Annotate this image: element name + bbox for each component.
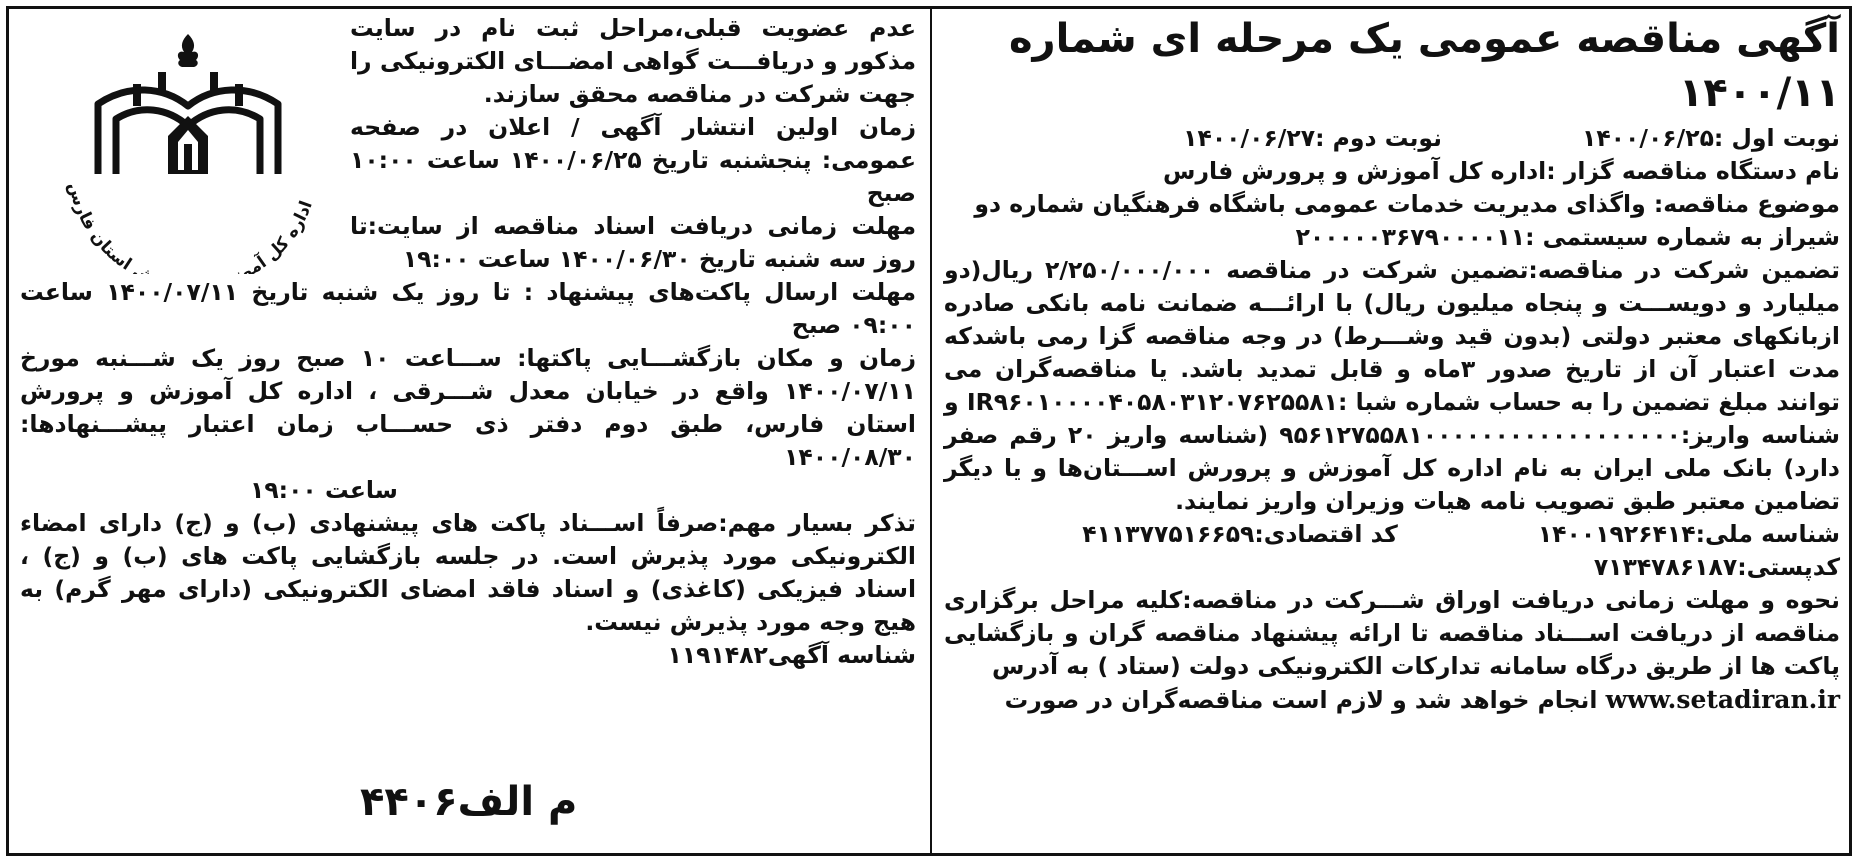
important-note: تذکر بسیار مهم:صرفاً اســـناد پاکت های پیشنهادی (ب) و (ج) دارای امضاء الکترونیکی مورد پذیرش است. در جلسه بازگشایی پاکت های (ب) و (ج) ، اسناد فیزیکی (کاغذی) و اسناد فاقد امضای الکترونیکی (دارای مهر گرم) به هیج وجه مورد پذیرش نیست. xyxy=(20,509,916,636)
submit-deadline: مهلت ارسال پاکت‌های پیشنهاد : تا روز یک شنبه تاریخ ۱۴۰۰/۰۷/۱۱ ساعت ۰۹:۰۰ صبح xyxy=(20,278,916,339)
economic-code: کد اقتصادی:۴۱۱۳۷۷۵۱۶۶۵۹ xyxy=(1082,520,1398,548)
guarantee-paragraph: تضمین شرکت در مناقصه:تضمین شرکت در مناقصه ۲/۲۵۰/۰۰۰/۰۰۰ ریال(دو میلیارد و دویســـت و پنجاه میلیون ریال) با ارائـــه ضمانت نامه بانکی صادره ازبانکهای معتبر دولتی (بدون قید وشـــرط) در وجه مناقصه گزا رمی باشدکه مدت اعتبار آن از تاریخ صدور ۳ماه و قابل تمدید باشد. یا مناقصه‌گران می توانند مبلغ تضمین را به حساب شماره شبا :IR۹۶۰۱۰۰۰۰۴۰۵۸۰۳۱۲۰۷۶۲۵۵۸۱ و شناسه واریز:۹۵۶۱۲۷۵۵۸۱۰۰۰۰۰۰۰۰۰۰۰۰۰۰۰۰۰۰ (شناسه واریز ۲۰ رقم صفر دارد) بانک ملی ایران به نام اداره کل آموزش و پرورش اســـتان‌ها و یا دیگر تضامین معتبر طبق تصویب نامه هیات وزیران واریز نمایند. xyxy=(944,256,1840,515)
website-line xyxy=(944,683,1840,717)
organizer: نام دستگاه مناقصه گزار :اداره کل آموزش و پرورش فارس xyxy=(1163,157,1840,185)
national-id: شناسه ملی:۱۴۰۰۱۹۲۶۴۱۴ xyxy=(1537,520,1840,548)
opening-time: ساعت ۱۹:۰۰ xyxy=(250,476,398,504)
column-divider xyxy=(930,6,932,856)
logo-arc-text: اداره کل آمو استان فارس xyxy=(63,180,317,274)
second-round: نوبت دوم :۱۴۰۰/۰۶/۲۷ xyxy=(1183,124,1442,152)
membership-paragraph: عدم عضویت قبلی،مراحل ثبت نام در سایت مذکور و دریافـــت گواهی امضـــای الکترونیکی را جهت شرکت در مناقصه محقق سازند. xyxy=(350,14,916,108)
right-column xyxy=(944,12,1840,717)
procedure-text: نحوه و مهلت زمانی دریافت اوراق شـــرکت در مناقصه:کلیه مراحل برگزاری مناقصه از دریافت اســـناد مناقصه تا ارائه پیشنهاد مناقصه گران و بازگشایی پاکت ها از طریق درگاه سامانه تدارکات الکترونیکی دولت (ستاد ) به آدرس xyxy=(944,586,1840,680)
logo-emblem-icon xyxy=(38,24,338,274)
publish-time: زمان اولین انتشار آگهی / اعلان در صفحه عمومی: پنجشنبه تاریخ ۱۴۰۰/۰۶/۲۵ ساعت ۱۰:۰۰ صبح xyxy=(350,113,916,207)
subject-line-1: موضوع مناقصه: واگذای مدیریت خدمات عمومی باشگاه فرهنگیان شماره دو xyxy=(974,190,1840,218)
download-deadline: مهلت زمانی دریافت اسناد مناقصه از سایت:تا روز سه شنبه تاریخ ۱۴۰۰/۰۶/۳۰ ساعت ۱۹:۰۰ xyxy=(350,212,916,273)
first-round: نوبت اول :۱۴۰۰/۰۶/۲۵ xyxy=(1582,124,1840,152)
notice-title: آگهی مناقصه عمومی یک مرحله ای شماره ۱۴۰۰/۱۱ xyxy=(1008,16,1840,116)
ids-row xyxy=(944,518,1840,551)
procedure-paragraph xyxy=(944,584,1840,683)
ad-code: م الف۴۴۰۶ xyxy=(360,779,578,825)
subject-line-2: شیراز به شماره سیستمی :۲۰۰۰۰۰۳۶۷۹۰۰۰۰۱۱ xyxy=(1295,223,1840,251)
education-ministry-logo xyxy=(38,24,338,274)
postal-code: کدپستی:۷۱۳۴۷۸۶۱۸۷ xyxy=(1593,553,1840,581)
svg-text:اداره کل آموزش و پرورش استان ف xyxy=(64,180,317,274)
rounds-row xyxy=(944,122,1840,155)
procedure-tail: انجام خواهد شد و لازم است مناقصه‌گران در صورت xyxy=(1004,686,1598,714)
ad-id: شناسه آگهی۱۱۹۱۴۸۲ xyxy=(667,641,916,669)
top-right-block xyxy=(350,12,916,276)
opening-paragraph: زمان و مکان بازگشـــایی پاکتها: ســـاعت ۱۰ صبح روز یک شـــنبه مورخ ۱۴۰۰/۰۷/۱۱ واقع در خیابان معدل شـــرقی ، اداره کل آموزش و پرورش استان فارس، طبق دوم دفتر ذی حســـاب زمان اعتبار پیشـــنهادها: ۱۴۰۰/۰۸/۳۰ xyxy=(20,344,916,471)
website-link[interactable]: www.setadiran.ir xyxy=(1605,685,1840,714)
